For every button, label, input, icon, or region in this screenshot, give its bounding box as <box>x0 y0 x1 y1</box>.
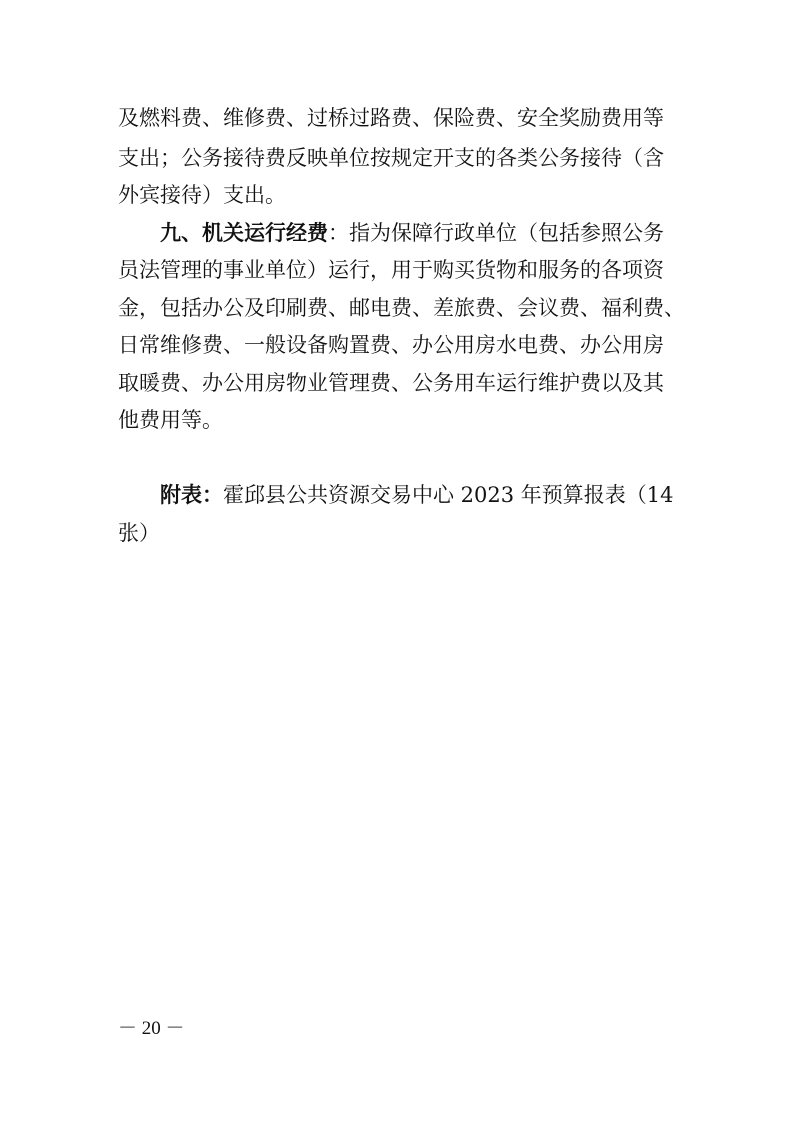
section-nine-line-3: 金，包括办公及印刷费、邮电费、差旅费、会议费、福利费、 <box>118 296 685 320</box>
attachment-title: 霍邱县公共资源交易中心 2023 年预算报表（14 <box>223 483 674 507</box>
section-nine-heading: 九、机关运行经费 <box>160 221 328 245</box>
section-nine-line-5: 取暖费、办公用房物业管理费、公务用车运行维护费以及其 <box>118 371 664 395</box>
attachment-label: 附表： <box>160 483 223 507</box>
attachment-line-1 <box>160 483 674 509</box>
section-nine-line-1 <box>160 221 664 247</box>
section-nine-line-2: 员法管理的事业单位）运行，用于购买货物和服务的各项资 <box>118 258 664 282</box>
section-nine-line-4: 日常维修费、一般设备购置费、办公用房水电费、办公用房 <box>118 333 664 357</box>
intro-line-3: 外宾接待）支出。 <box>118 183 286 207</box>
page-number: － 20 － <box>118 1018 185 1039</box>
section-nine-line-1-text: ：指为保障行政单位（包括参照公务 <box>328 221 664 245</box>
attachment-line-2: 张） <box>118 521 160 545</box>
section-nine-line-6: 他费用等。 <box>118 408 223 432</box>
intro-line-2: 支出；公务接待费反映单位按规定开支的各类公务接待（含 <box>118 146 664 170</box>
intro-line-1: 及燃料费、维修费、过桥过路费、保险费、安全奖励费用等 <box>118 106 664 130</box>
